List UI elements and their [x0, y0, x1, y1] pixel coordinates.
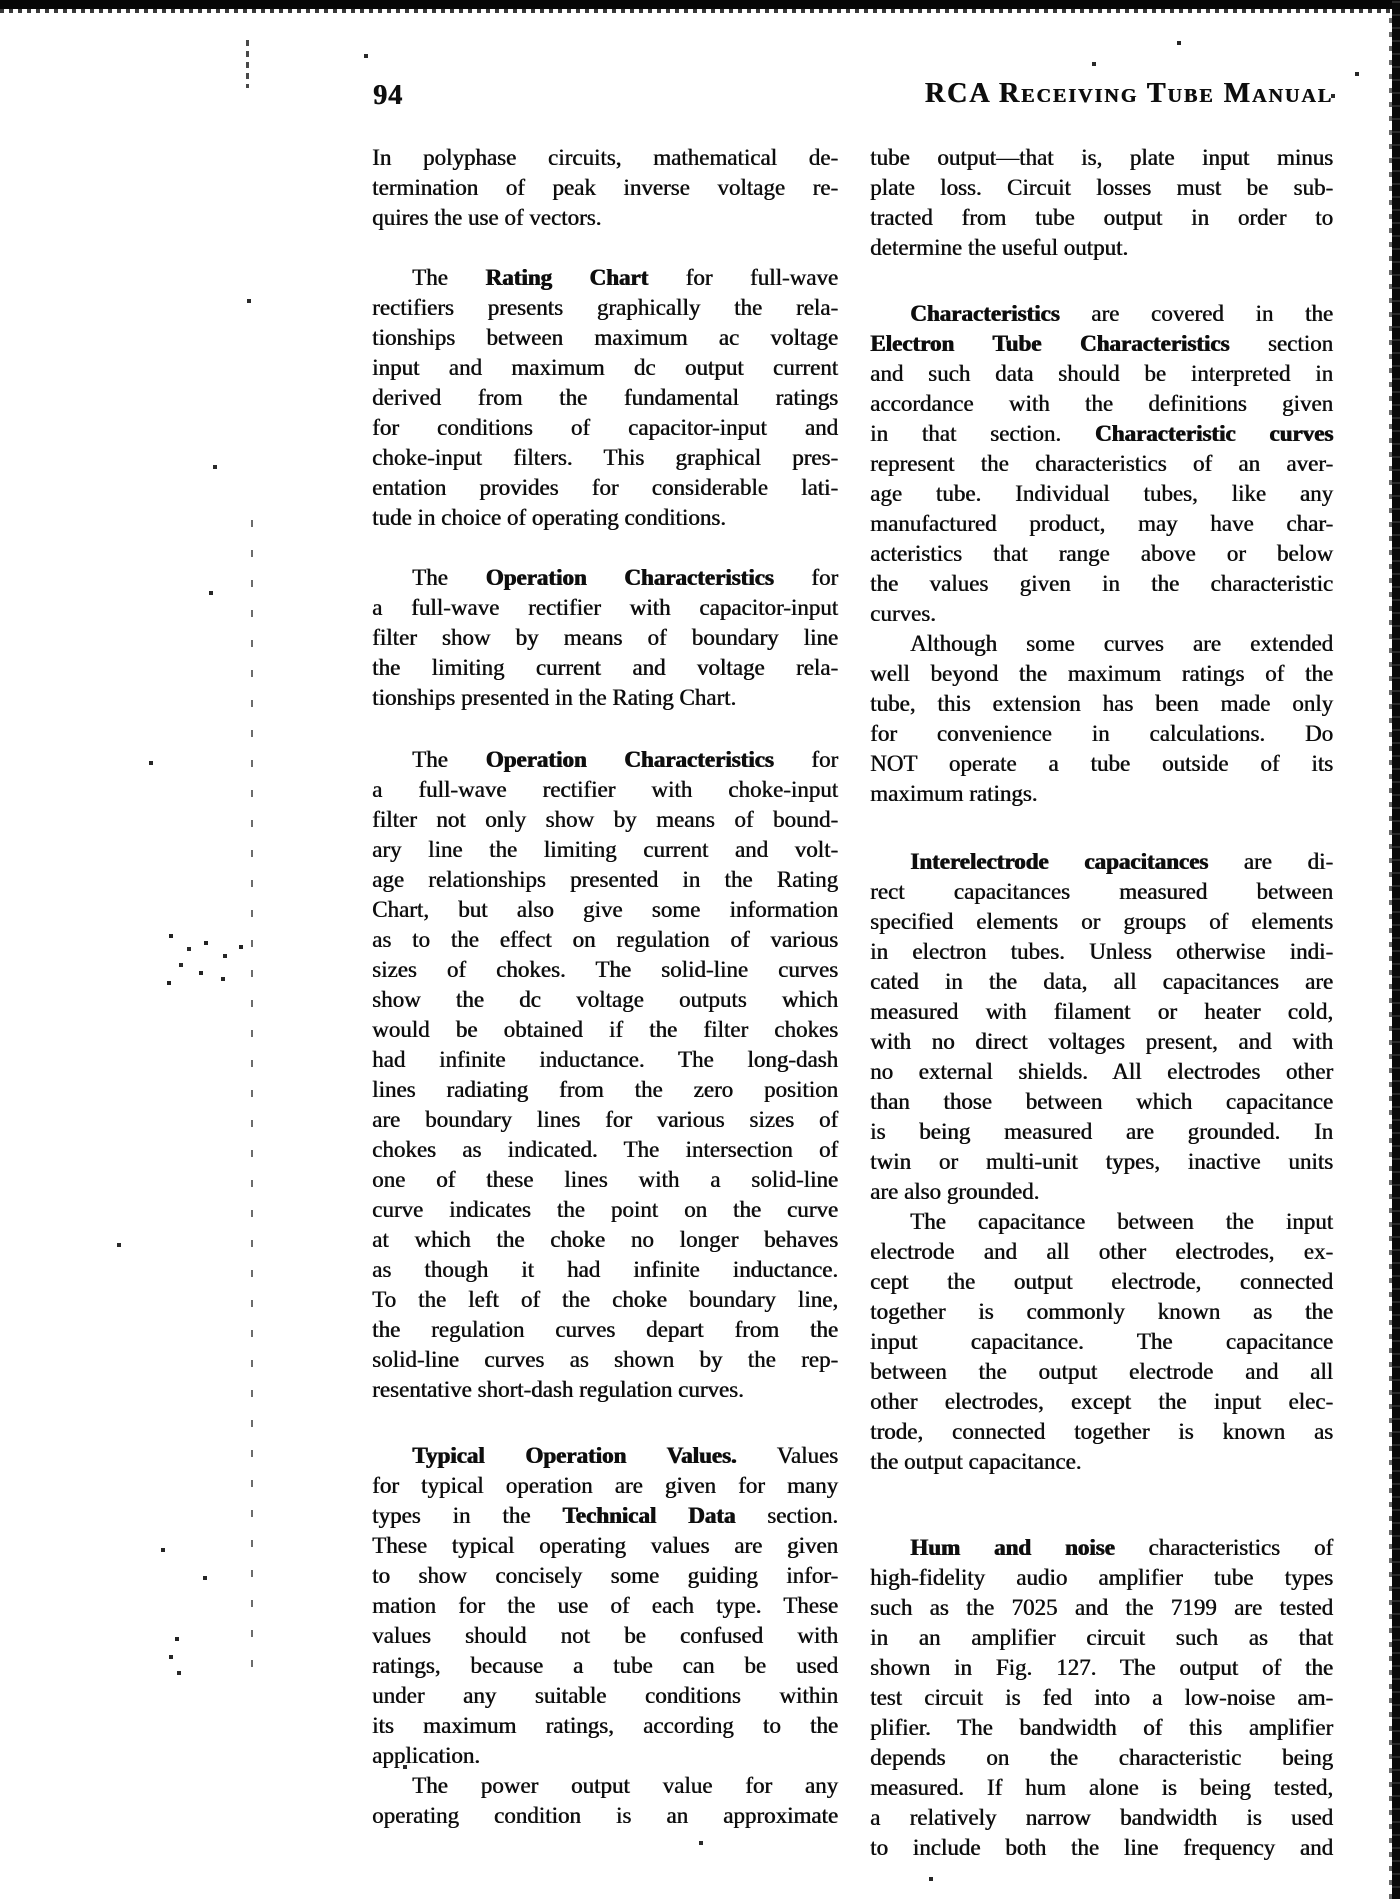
paragraph	[372, 745, 838, 1405]
text-line: than those between which capacitance	[870, 1089, 1333, 1114]
text-line: the regulation curves depart from the	[372, 1317, 838, 1342]
text-line: its maximum ratings, according to the	[372, 1713, 838, 1738]
text-line: To the left of the choke boundary line,	[372, 1287, 838, 1312]
text-line: determine the useful output.	[870, 235, 1129, 260]
text-line: types in the Technical Data section.	[372, 1503, 838, 1528]
text-line: no external shields. All electrodes other	[870, 1059, 1333, 1084]
text-line: manufactured product, may have char-	[870, 511, 1333, 536]
scan-edge-top	[0, 0, 1400, 9]
text-line: lines radiating from the zero position	[372, 1077, 838, 1102]
text-line: rectifiers presents graphically the rela-	[372, 295, 838, 320]
text-line: for convenience in calculations. Do	[870, 721, 1333, 746]
text-line: electrode and all other electrodes, ex-	[870, 1239, 1333, 1264]
text-line: Chart, but also give some information	[372, 897, 838, 922]
paragraph	[372, 1441, 838, 1771]
text-line: The Rating Chart for full-wave	[412, 265, 838, 290]
text-line: input capacitance. The capacitance	[870, 1329, 1333, 1354]
text-line: as to the effect on regulation of various	[372, 927, 838, 952]
text-line: at which the choke no longer behaves	[372, 1227, 838, 1252]
text-line: curve indicates the point on the curve	[372, 1197, 838, 1222]
page-number: 94	[373, 80, 403, 111]
scan-speckles	[0, 0, 2, 2]
text-line: Typical Operation Values. Values	[412, 1443, 838, 1468]
text-line: in an amplifier circuit such as that	[870, 1625, 1333, 1650]
text-line: entation provides for considerable lati-	[372, 475, 838, 500]
scan-mark	[246, 40, 249, 88]
text-line: plifier. The bandwidth of this amplifier	[870, 1715, 1333, 1740]
text-line: filter not only show by means of bound-	[372, 807, 838, 832]
text-line: test circuit is fed into a low-noise am-	[870, 1685, 1333, 1710]
page-title: RCA Receiving Tube Manual	[924, 78, 1333, 109]
text-line: values should not be confused with	[372, 1623, 838, 1648]
scan-fold-line	[251, 520, 253, 1690]
text-line: show the dc voltage outputs which	[372, 987, 838, 1012]
text-line: The Operation Characteristics for	[412, 747, 838, 772]
text-line: Hum and noise characteristics of	[910, 1535, 1333, 1560]
text-line: ratings, because a tube can be used	[372, 1653, 838, 1678]
text-line: as though it had infinite inductance.	[372, 1257, 838, 1282]
text-line: NOT operate a tube outside of its	[870, 751, 1333, 776]
text-line: The Operation Characteristics for	[412, 565, 838, 590]
text-line: solid-line curves as shown by the rep-	[372, 1347, 838, 1372]
paragraph	[870, 1533, 1333, 1863]
left-column	[372, 143, 838, 1863]
text-line: are boundary lines for various sizes of	[372, 1107, 838, 1132]
text-line: trode, connected together is known as	[870, 1419, 1333, 1444]
text-line: are also grounded.	[870, 1179, 1040, 1204]
text-line: quires the use of vectors.	[372, 205, 602, 230]
text-line: one of these lines with a solid-line	[372, 1167, 838, 1192]
text-line: tracted from tube output in order to	[870, 205, 1333, 230]
text-line: is being measured are grounded. In	[870, 1119, 1333, 1144]
text-line: a full-wave rectifier with choke-input	[372, 777, 838, 802]
text-line: measured. If hum alone is being tested,	[870, 1775, 1333, 1800]
text-line: operating condition is an approximate	[372, 1803, 838, 1828]
text-line: other electrodes, except the input elec-	[870, 1389, 1333, 1414]
text-line: represent the characteristics of an aver-	[870, 451, 1333, 476]
text-line: depends on the characteristic being	[870, 1745, 1333, 1770]
text-line: Interelectrode capacitances are di-	[910, 849, 1333, 874]
text-line: such as the 7025 and the 7199 are tested	[870, 1595, 1333, 1620]
text-line: filter show by means of boundary line	[372, 625, 838, 650]
text-line: under any suitable conditions within	[372, 1683, 838, 1708]
text-line: derived from the fundamental ratings	[372, 385, 838, 410]
text-line: choke-input filters. This graphical pres-	[372, 445, 838, 470]
text-line: shown in Fig. 127. The output of the	[870, 1655, 1333, 1680]
paragraph	[372, 1771, 838, 1831]
text-line: cated in the data, all capacitances are	[870, 969, 1333, 994]
text-line: Electron Tube Characteristics section	[870, 331, 1333, 356]
text-line: ary line the limiting current and volt-	[372, 837, 838, 862]
text-line: mation for the use of each type. These	[372, 1593, 838, 1618]
text-line: cept the output electrode, connected	[870, 1269, 1333, 1294]
text-line: plate loss. Circuit losses must be sub-	[870, 175, 1333, 200]
text-line: termination of peak inverse voltage re-	[372, 175, 838, 200]
text-line: the limiting current and voltage rela-	[372, 655, 838, 680]
text-line: well beyond the maximum ratings of the	[870, 661, 1333, 686]
text-line: tube, this extension has been made only	[870, 691, 1333, 716]
text-line: to show concisely some guiding infor-	[372, 1563, 838, 1588]
text-line: high-fidelity audio amplifier tube types	[870, 1565, 1333, 1590]
right-column	[870, 143, 1333, 1863]
text-line: application.	[372, 1743, 480, 1768]
text-line: and such data should be interpreted in	[870, 361, 1333, 386]
text-line: had infinite inductance. The long-dash	[372, 1047, 838, 1072]
scan-edge-right	[1392, 0, 1400, 1899]
text-line: age relationships presented in the Rating	[372, 867, 838, 892]
text-line: rect capacitances measured between	[870, 879, 1333, 904]
text-line: would be obtained if the filter chokes	[372, 1017, 838, 1042]
text-line: tude in choice of operating conditions.	[372, 505, 726, 530]
text-line: the output capacitance.	[870, 1449, 1082, 1474]
paragraph	[870, 629, 1333, 809]
paragraph	[870, 143, 1333, 263]
text-line: a relatively narrow bandwidth is used	[870, 1805, 1333, 1830]
text-line: The power output value for any	[412, 1773, 838, 1798]
text-line: age tube. Individual tubes, like any	[870, 481, 1333, 506]
paragraph	[870, 847, 1333, 1207]
text-line: the values given in the characteristic	[870, 571, 1333, 596]
text-line: tionships between maximum ac voltage	[372, 325, 838, 350]
text-line: twin or multi-unit types, inactive units	[870, 1149, 1333, 1174]
paragraph	[372, 263, 838, 533]
text-line: accordance with the definitions given	[870, 391, 1333, 416]
text-line: to include both the line frequency and	[870, 1835, 1333, 1860]
text-body	[372, 143, 1333, 1863]
paragraph	[870, 299, 1333, 629]
text-line: input and maximum dc output current	[372, 355, 838, 380]
text-line: tionships presented in the Rating Chart.	[372, 685, 737, 710]
text-line: measured with filament or heater cold,	[870, 999, 1333, 1024]
text-line: in electron tubes. Unless otherwise indi-	[870, 939, 1333, 964]
text-line: for conditions of capacitor-input and	[372, 415, 838, 440]
text-line: sizes of chokes. The solid-line curves	[372, 957, 838, 982]
text-line: with no direct voltages present, and with	[870, 1029, 1333, 1054]
paragraph	[870, 1207, 1333, 1477]
text-line: for typical operation are given for many	[372, 1473, 838, 1498]
text-line: together is commonly known as the	[870, 1299, 1333, 1324]
text-line: The capacitance between the input	[910, 1209, 1333, 1234]
text-line: curves.	[870, 601, 936, 626]
text-line: tube output—that is, plate input minus	[870, 145, 1333, 170]
text-line: between the output electrode and all	[870, 1359, 1333, 1384]
paragraph	[372, 563, 838, 713]
text-line: chokes as indicated. The intersection of	[372, 1137, 838, 1162]
text-line: maximum ratings.	[870, 781, 1038, 806]
text-line: a full-wave rectifier with capacitor-input	[372, 595, 838, 620]
text-line: In polyphase circuits, mathematical de-	[372, 145, 838, 170]
text-line: in that section. Characteristic curves	[870, 421, 1333, 446]
text-line: acteristics that range above or below	[870, 541, 1333, 566]
text-line: resentative short-dash regulation curves.	[372, 1377, 744, 1402]
paragraph	[372, 143, 838, 233]
text-line: These typical operating values are given	[372, 1533, 838, 1558]
text-line: specified elements or groups of elements	[870, 909, 1333, 934]
text-line: Characteristics are covered in the	[910, 301, 1333, 326]
text-line: Although some curves are extended	[910, 631, 1333, 656]
